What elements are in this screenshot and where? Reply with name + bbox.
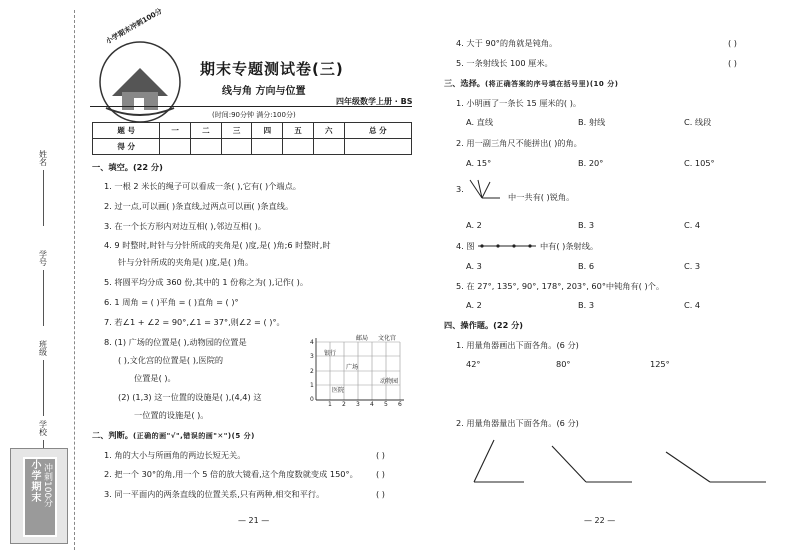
choice-1-option-b[interactable]: B. 射线 bbox=[578, 117, 606, 127]
choice-4-option-b[interactable]: B. 6 bbox=[578, 261, 595, 271]
operation-1: 1. 用量角器画出下面各角。(6 分) bbox=[456, 340, 579, 350]
score-cell: 二 bbox=[191, 123, 222, 139]
score-cell: 六 bbox=[313, 123, 344, 139]
choice-5-option-a[interactable]: A. 2 bbox=[466, 300, 482, 310]
score-input-cell[interactable] bbox=[344, 139, 411, 155]
score-input-cell[interactable] bbox=[160, 139, 191, 155]
choice-3-option-a[interactable]: A. 2 bbox=[466, 220, 482, 230]
judge-2: 2. 把一个 30°的角,用一个 5 倍的放大镜看,这个角度数就变成 150°。 bbox=[104, 469, 358, 479]
question-8b: ( ),文化宫的位置是( ),医院的 bbox=[118, 355, 224, 365]
angles-to-measure-figure bbox=[460, 436, 780, 490]
score-header-row bbox=[93, 123, 412, 139]
judge-5: 5. 一条射线长 100 厘米。 bbox=[456, 58, 553, 68]
grid-x-label: 6 bbox=[398, 401, 402, 408]
name-label: 姓名 bbox=[38, 150, 48, 166]
judge-1-answer[interactable]: ( ) bbox=[376, 450, 385, 460]
question-2: 2. 过一点,可以画( )条直线,过两点可以画( )条直线。 bbox=[104, 201, 294, 211]
angle-to-draw-3: 125° bbox=[650, 359, 670, 369]
score-table bbox=[92, 122, 412, 155]
choice-3: 中一共有( )锐角。 bbox=[508, 192, 575, 202]
section-choice-title: 三、选择。 bbox=[444, 78, 485, 88]
choice-1-option-c[interactable]: C. 线段 bbox=[684, 117, 712, 127]
score-input-cell[interactable] bbox=[283, 139, 314, 155]
choice-3-option-c[interactable]: C. 4 bbox=[684, 220, 701, 230]
student-id-line bbox=[43, 270, 44, 326]
brand-text-2: 冲刺100分 bbox=[42, 463, 52, 508]
score-input-cell[interactable] bbox=[221, 139, 252, 155]
house-logo-icon bbox=[96, 38, 184, 126]
grid-x-label: 1 bbox=[328, 401, 332, 408]
section-fill-blank: 一、填空。(22 分) bbox=[92, 162, 163, 172]
place-hospital: 医院 bbox=[332, 387, 345, 394]
score-value-row bbox=[93, 139, 412, 155]
choice-3-option-b[interactable]: B. 3 bbox=[578, 220, 595, 230]
grade-label: 四年级数学上册 · BS bbox=[336, 97, 413, 106]
judge-4-answer[interactable]: ( ) bbox=[728, 38, 737, 48]
score-cell: 题 号 bbox=[93, 123, 160, 139]
time-score-info: (时间:90分钟 满分:100分) bbox=[212, 111, 296, 119]
section-true-false-note: (正确的画"√",错误的画"✕")(5 分) bbox=[132, 432, 255, 440]
question-8d: (2) (1,3) 这一位置的设施是( ),(4,4) 这 bbox=[118, 392, 262, 402]
brand-box bbox=[10, 448, 68, 544]
grid-y-label: 4 bbox=[310, 339, 314, 346]
choice-4-number: 4. 图 bbox=[456, 241, 475, 251]
grid-y-label: 2 bbox=[310, 368, 314, 375]
class-label: 班级 bbox=[38, 340, 48, 356]
score-cell: 一 bbox=[160, 123, 191, 139]
score-cell: 总 分 bbox=[344, 123, 411, 139]
grid-x-label: 5 bbox=[384, 401, 388, 408]
header-divider bbox=[90, 106, 412, 107]
place-post-office: 邮局 bbox=[356, 335, 369, 342]
question-1: 1. 一根 2 米长的绳子可以看成一条( ),它有( )个端点。 bbox=[104, 181, 301, 191]
question-5: 5. 将圆平均分成 360 份,其中的 1 份称之为( ),记作( )。 bbox=[104, 277, 309, 287]
judge-5-answer[interactable]: ( ) bbox=[728, 58, 737, 68]
score-input-cell[interactable] bbox=[191, 139, 222, 155]
choice-1-option-a[interactable]: A. 直线 bbox=[466, 117, 494, 127]
judge-3-answer[interactable]: ( ) bbox=[376, 489, 385, 499]
grid-x-label: 3 bbox=[356, 401, 360, 408]
choice-1: 1. 小明画了一条长 15 厘米的( )。 bbox=[456, 98, 582, 108]
logo-text: 小学期末冲刺100分 bbox=[104, 7, 164, 46]
score-input-cell[interactable] bbox=[313, 139, 344, 155]
score-cell: 得 分 bbox=[93, 139, 160, 155]
choice-4-option-a[interactable]: A. 3 bbox=[466, 261, 482, 271]
page-number-left: — 21 — bbox=[238, 516, 270, 525]
question-4b: 针与分针所成的夹角是( )度,是( )角。 bbox=[118, 257, 254, 267]
choice-2: 2. 用一副三角尺不能拼出( )的角。 bbox=[456, 138, 582, 148]
name-line bbox=[43, 170, 44, 226]
score-cell: 四 bbox=[252, 123, 283, 139]
question-8e: 一位置的设施是( )。 bbox=[134, 410, 209, 420]
score-cell: 三 bbox=[221, 123, 252, 139]
judge-4: 4. 大于 90°的角就是钝角。 bbox=[456, 38, 558, 48]
binding-sidebar bbox=[0, 0, 84, 560]
question-3: 3. 在一个长方形内对边互相( ),邻边互相( )。 bbox=[104, 221, 266, 231]
question-8c: 位置是( )。 bbox=[134, 373, 176, 383]
choice-2-option-b[interactable]: B. 20° bbox=[578, 158, 604, 168]
question-6: 6. 1 周角 = ( )平角 = ( )直角 = ( )° bbox=[104, 297, 239, 307]
choice-2-option-a[interactable]: A. 15° bbox=[466, 158, 492, 168]
place-culture-palace: 文化宫 bbox=[378, 335, 397, 342]
score-cell: 五 bbox=[283, 123, 314, 139]
name-field[interactable] bbox=[18, 150, 68, 226]
exam-title: 期末专题测试卷(三) bbox=[200, 60, 344, 78]
choice-4: 中有( )条射线。 bbox=[540, 241, 599, 251]
question-4a: 4. 9 时整时,时针与分针所成的夹角是( )度,是( )角;6 时整时,时 bbox=[104, 240, 331, 250]
class-field[interactable] bbox=[18, 340, 68, 416]
choice-5-option-b[interactable]: B. 3 bbox=[578, 300, 595, 310]
angle-to-draw-1: 42° bbox=[466, 359, 481, 369]
student-id-field[interactable] bbox=[18, 250, 68, 326]
place-zoo: 动物园 bbox=[380, 378, 399, 385]
grid-x-label: 4 bbox=[370, 401, 374, 408]
angle-to-draw-2: 80° bbox=[556, 359, 571, 369]
section-true-false bbox=[92, 430, 255, 441]
exam-subtitle: 线与角 方向与位置 bbox=[222, 86, 306, 97]
section-choice bbox=[444, 78, 618, 89]
student-id-label: 学号 bbox=[38, 250, 48, 266]
place-bank: 银行 bbox=[324, 350, 337, 357]
section-choice-note: (将正确答案的序号填在括号里)(10 分) bbox=[484, 80, 619, 88]
class-line bbox=[43, 360, 44, 416]
grid-x-label: 2 bbox=[342, 401, 346, 408]
choice-2-option-c[interactable]: C. 105° bbox=[684, 158, 715, 168]
section-true-false-title: 二、判断。 bbox=[92, 430, 133, 440]
ray-points-figure bbox=[476, 240, 538, 252]
operation-2: 2. 用量角器量出下面各角。(6 分) bbox=[456, 418, 579, 428]
choice-4-option-c[interactable]: C. 3 bbox=[684, 261, 701, 271]
brand-text: 小学期末 bbox=[29, 459, 40, 503]
choice-3-number: 3. bbox=[456, 184, 464, 194]
cut-line bbox=[74, 10, 75, 550]
section-operation: 四、操作题。(22 分) bbox=[444, 320, 524, 330]
school-label: 学校 bbox=[38, 420, 48, 436]
grid-y-label: 1 bbox=[310, 382, 314, 389]
choice-5: 5. 在 27°, 135°, 90°, 178°, 203°, 60°中钝角有( )个。 bbox=[456, 281, 665, 291]
question-8a: 8. (1) 广场的位置是( ),动物园的位置是 bbox=[104, 337, 247, 347]
page-number-right: — 22 — bbox=[584, 516, 616, 525]
judge-3: 3. 同一平面内的两条直线的位置关系,只有两种,相交和平行。 bbox=[104, 489, 325, 499]
grid-origin-label: 0 bbox=[310, 396, 314, 403]
judge-1: 1. 角的大小与所画角的两边长短无关。 bbox=[104, 450, 246, 460]
question-7: 7. 若∠1 + ∠2 = 90°,∠1 = 37°,则∠2 = ( )°。 bbox=[104, 317, 285, 327]
judge-2-answer[interactable]: ( ) bbox=[376, 469, 385, 479]
choice-5-option-c[interactable]: C. 4 bbox=[684, 300, 701, 310]
grid-y-label: 3 bbox=[310, 353, 314, 360]
place-square: 广场 bbox=[346, 364, 359, 371]
acute-angles-figure bbox=[468, 178, 504, 204]
score-input-cell[interactable] bbox=[252, 139, 283, 155]
